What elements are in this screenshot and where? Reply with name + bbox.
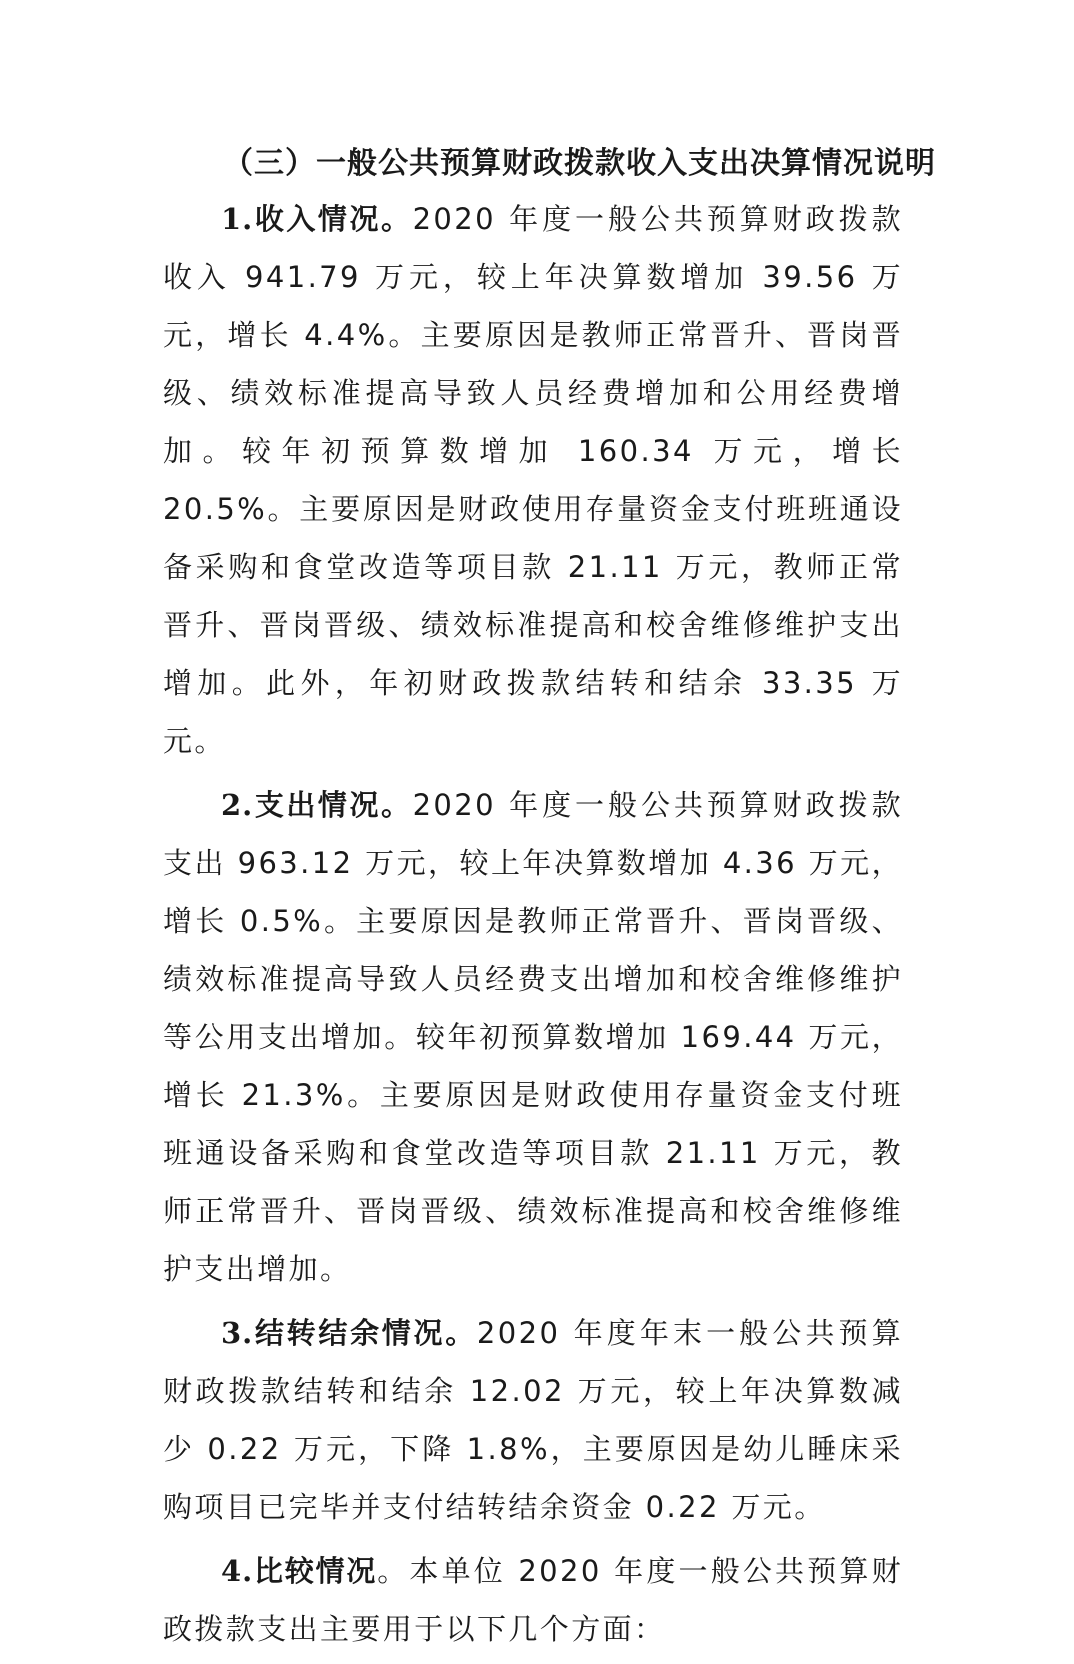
paragraph-comparison [163,1542,903,1658]
paragraph-carryover [163,1304,903,1536]
paragraph-body: 2020 年度一般公共预算财政拨款支出 963.12 万元，较上年决算数增加 4.36 万元，增长 0.5%。主要原因是教师正常晋升、晋岗晋级、绩效标准提高导致人员经费支出增加和校舍维修维护等公用支出增加。较年初预算数增加 169.44 万元，增长 21.3%。主要原因是财政使用存量资金支付班班通设备采购和食堂改造等项目款 21.11 万元，教师正常晋升、晋岗晋级、绩效标准提高和校舍维修维护支出增加。 [163,788,903,1286]
paragraph-lead: 2.支出情况。 [221,788,413,822]
paragraph-body: 。本单位 2020 年度一般公共预算财政拨款支出主要用于以下几个方面： [163,1554,904,1646]
section-heading: （三）一般公共预算财政拨款收入支出决算情况说明 [223,146,936,181]
paragraph-lead: 3.结转结余情况。 [221,1316,477,1350]
paragraph-expenditure [163,776,903,1298]
paragraph-lead: 4.比较情况 [221,1554,378,1588]
paragraph-body: 2020 年度一般公共预算财政拨款收入 941.79 万元，较上年决算数增加 39.56 万元，增长 4.4%。主要原因是教师正常晋升、晋岗晋级、绩效标准提高导致人员经费增加和公用经费增加。较年初预算数增加 160.34 万元，增长 20.5%。主要原因是财政使用存量资金支付班班通设备采购和食堂改造等项目款 21.11 万元，教师正常晋升、晋岗晋级、绩效标准提高和校舍维修维护支出增加。此外，年初财政拨款结转和结余 33.35 万元。 [163,202,903,758]
paragraph-body: 2020 年度年末一般公共预算财政拨款结转和结余 12.02 万元，较上年决算数减少 0.22 万元，下降 1.8%，主要原因是幼儿睡床采购项目已完毕并支付结转结余资金 0.22 万元。 [163,1316,903,1524]
paragraph-lead: 1.收入情况。 [221,202,413,236]
document-page [163,138,936,1664]
paragraph-income [163,190,903,770]
